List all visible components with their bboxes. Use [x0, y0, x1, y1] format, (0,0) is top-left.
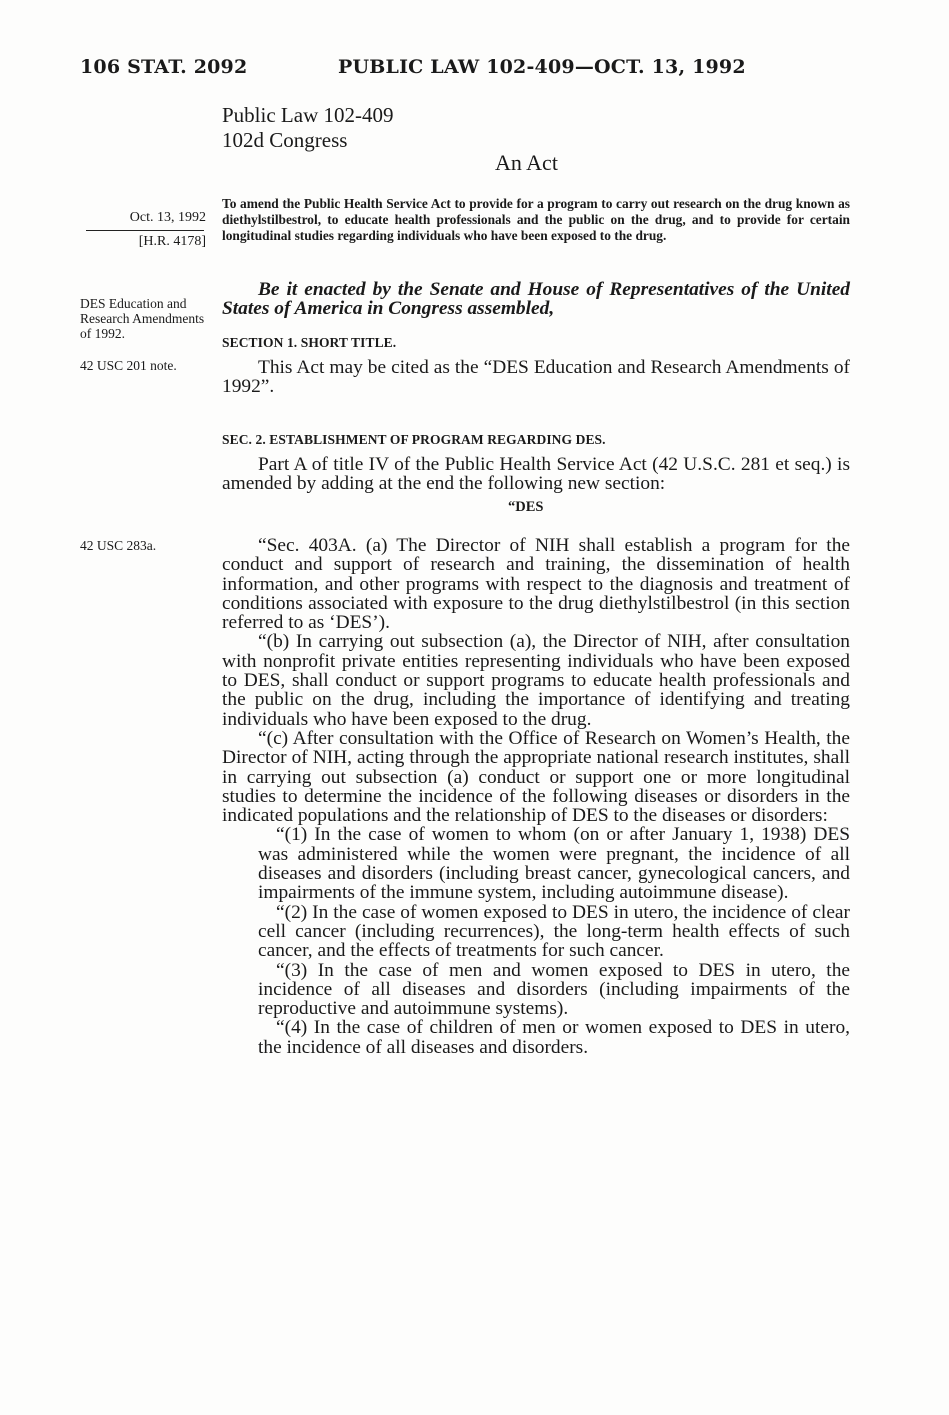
margin-date: Oct. 13, 1992 — [129, 210, 206, 225]
act-label: An Act — [495, 150, 558, 175]
des-subheading: “DES — [508, 499, 544, 515]
subsection-c: “(c) After consultation with the Office of Research on Women’s Health, the Director of NIH, acting through the appropriate national research institutes, shall in carrying out subsection (a) conduct or support one or more longitudinal studies to determine the incidence of the following diseases or disorders in the indicated populations and the relationship of DES to the diseases or disorders: — [222, 727, 850, 827]
paragraph-c3: “(3) In the case of men and women exposed to DES in utero, the incidence of all diseases and disorders (including impairments of the reproductive and autoimmune systems). — [258, 959, 850, 1020]
section-1-heading: SECTION 1. SHORT TITLE. — [222, 335, 397, 350]
section-2-text: Part A of title IV of the Public Health Service Act (42 U.S.C. 281 et seq.) is amended by adding at the end the following new section: — [222, 454, 850, 495]
paragraph-c2: “(2) In the case of women exposed to DES in utero, the incidence of clear cell cancer (including recurrences), the long-term health effects of such cancer, and the effects of treatments for such cancer. — [258, 901, 850, 962]
purpose-clause: To amend the Public Health Service Act to provide for a program to carry out research on the drug known as diethylstilbestrol, to educate health professionals and the public on the drug, and to provide for certain longitudinal studies regarding individuals who have been exposed to the drug. — [222, 196, 850, 243]
paragraph-c1: “(1) In the case of women to whom (on or after January 1, 1938) DES was administered while the women were pregnant, the incidence of all diseases and disorders (including breast cancer, gynecological cancers, and impairments of the immune system, including autoimmune disease). — [258, 824, 850, 904]
page-number-header: 106 STAT. 2092 — [80, 56, 248, 78]
margin-rule — [86, 230, 204, 231]
section-2-heading: SEC. 2. ESTABLISHMENT OF PROGRAM REGARDING DES. — [222, 432, 606, 447]
margin-usc-note-1: 42 USC 201 note. — [80, 358, 177, 373]
section-403a — [222, 536, 850, 1057]
congress-label: 102d Congress — [222, 128, 348, 152]
enacting-clause: Be it enacted by the Senate and House of Representatives of the United States of America in Congress assembled, — [222, 279, 850, 320]
paragraph-c4: “(4) In the case of children of men or women exposed to DES in utero, the incidence of all diseases and disorders. — [258, 1017, 850, 1058]
margin-short-title-note: DES Education and Research Amendments of 1992. — [80, 296, 205, 341]
subsection-b: “(b) In carrying out subsection (a), the Director of NIH, after consultation with nonprofit private entities representing individuals who have been exposed to DES, shall conduct or support programs to educate health professionals and the public on the drug, including the importance of identifying and treating individuals who have been exposed to the drug. — [222, 631, 850, 730]
subsection-a: “Sec. 403A. (a) The Director of NIH shall establish a program for the conduct and support of research and training, the dissemination of health information, and other programs with respect to the diagnosis and treatment of conditions associated with exposure to the drug diethylstilbestrol (in this section referred to as ‘DES’). — [222, 535, 850, 634]
section-1-text: This Act may be cited as the “DES Education and Research Amendments of 1992”. — [222, 357, 850, 398]
margin-bill-number: [H.R. 4178] — [138, 234, 206, 249]
margin-usc-note-2: 42 USC 283a. — [80, 538, 157, 553]
title-block — [222, 103, 393, 153]
law-header: PUBLIC LAW 102-409—OCT. 13, 1992 — [338, 56, 746, 78]
law-number: Public Law 102-409 — [222, 103, 394, 127]
